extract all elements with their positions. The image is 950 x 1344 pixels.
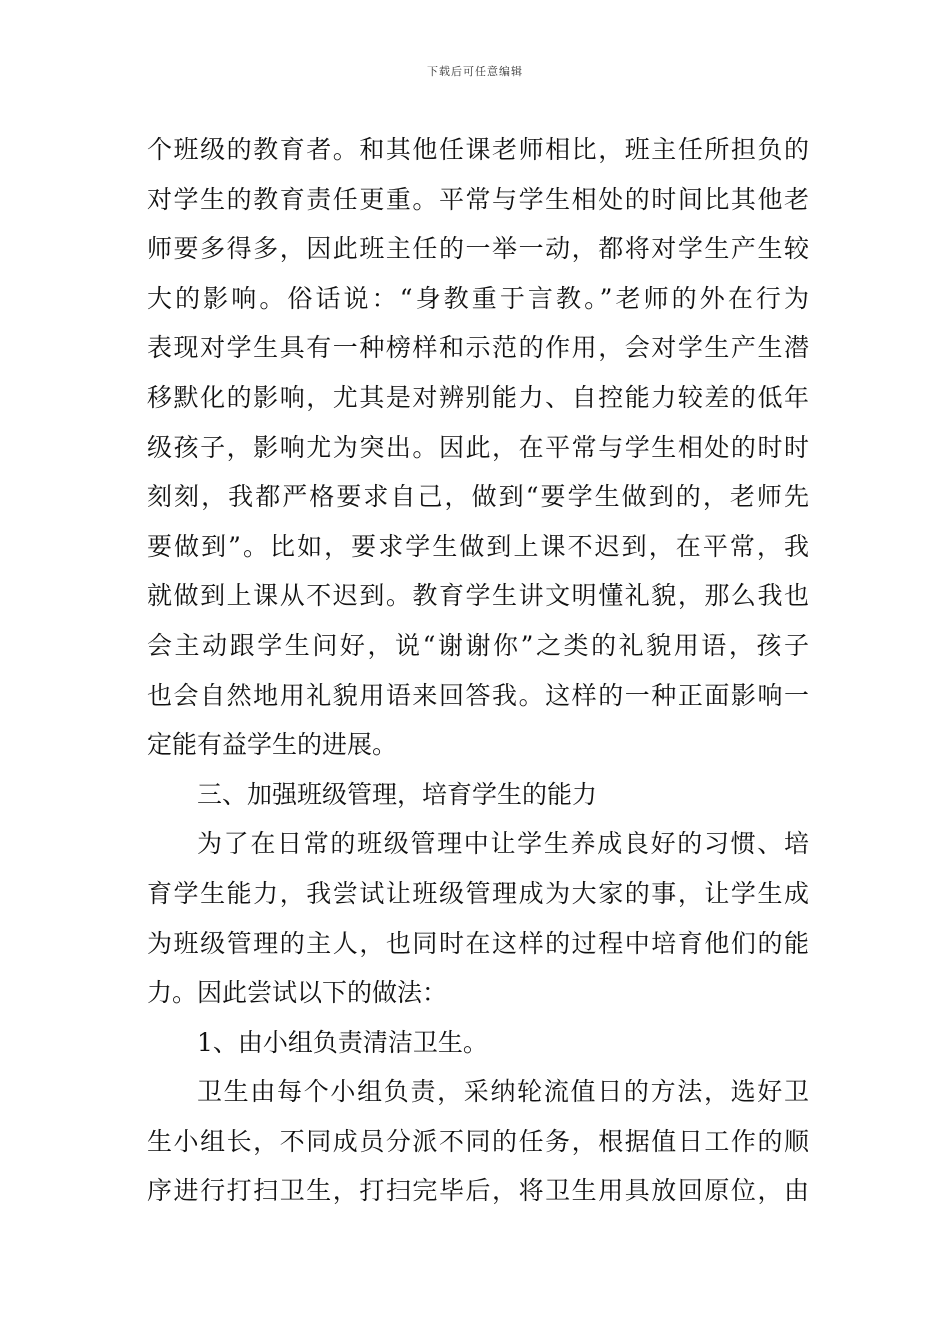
text-line: 育学生能力，我尝试让班级管理成为大家的事，让学生成 (147, 878, 809, 908)
text-line: 为了在日常的班级管理中让学生养成良好的习惯、培 (197, 829, 809, 859)
text-line: 也会自然地用礼貌用语来回答我。这样的一种正面影响一 (147, 680, 809, 710)
text-line: 生小组长，不同成员分派不同的任务，根据值日工作的顺 (147, 1126, 809, 1156)
text-line: 卫生由每个小组负责，采纳轮流值日的方法，选好卫 (197, 1077, 809, 1107)
text-line: 对学生的教育责任更重。平常与学生相处的时间比其他老 (147, 184, 809, 214)
text-line: 1、由小组负责清洁卫生。 (197, 1027, 488, 1057)
text-line: 表现对学生具有一种榜样和示范的作用，会对学生产生潜 (147, 333, 809, 363)
text-line: 力。因此尝试以下的做法： (147, 978, 448, 1008)
text-line: 定能有益学生的进展。 (147, 730, 398, 760)
text-line: 大的影响。俗话说：“身教重于言教。”老师的外在行为 (147, 283, 809, 313)
text-line: 为班级管理的主人，也同时在这样的过程中培育他们的能 (147, 928, 809, 958)
text-line: 刻刻，我都严格要求自己，做到“要学生做到的，老师先 (147, 482, 809, 512)
text-line: 级孩子，影响尤为突出。因此，在平常与学生相处的时时 (147, 432, 809, 462)
page-header-note: 下载后可任意编辑 (427, 65, 523, 78)
text-line: 三、加强班级管理，培育学生的能力 (197, 779, 598, 809)
text-line: 个班级的教育者。和其他任课老师相比，班主任所担负的 (147, 135, 809, 164)
text-line: 就做到上课从不迟到。教育学生讲文明懂礼貌，那么我也 (147, 581, 809, 611)
text-line: 要做到”。比如，要求学生做到上课不迟到，在平常，我 (147, 531, 809, 561)
text-line: 会主动跟学生问好，说“谢谢你”之类的礼貌用语，孩子 (147, 630, 809, 660)
body-text (147, 125, 809, 1216)
text-line: 移默化的影响，尤其是对辨别能力、自控能力较差的低年 (147, 382, 809, 412)
text-line: 序进行打扫卫生，打扫完毕后，将卫生用具放回原位，由 (147, 1176, 809, 1206)
text-line: 师要多得多，因此班主任的一举一动，都将对学生产生较 (147, 234, 809, 264)
